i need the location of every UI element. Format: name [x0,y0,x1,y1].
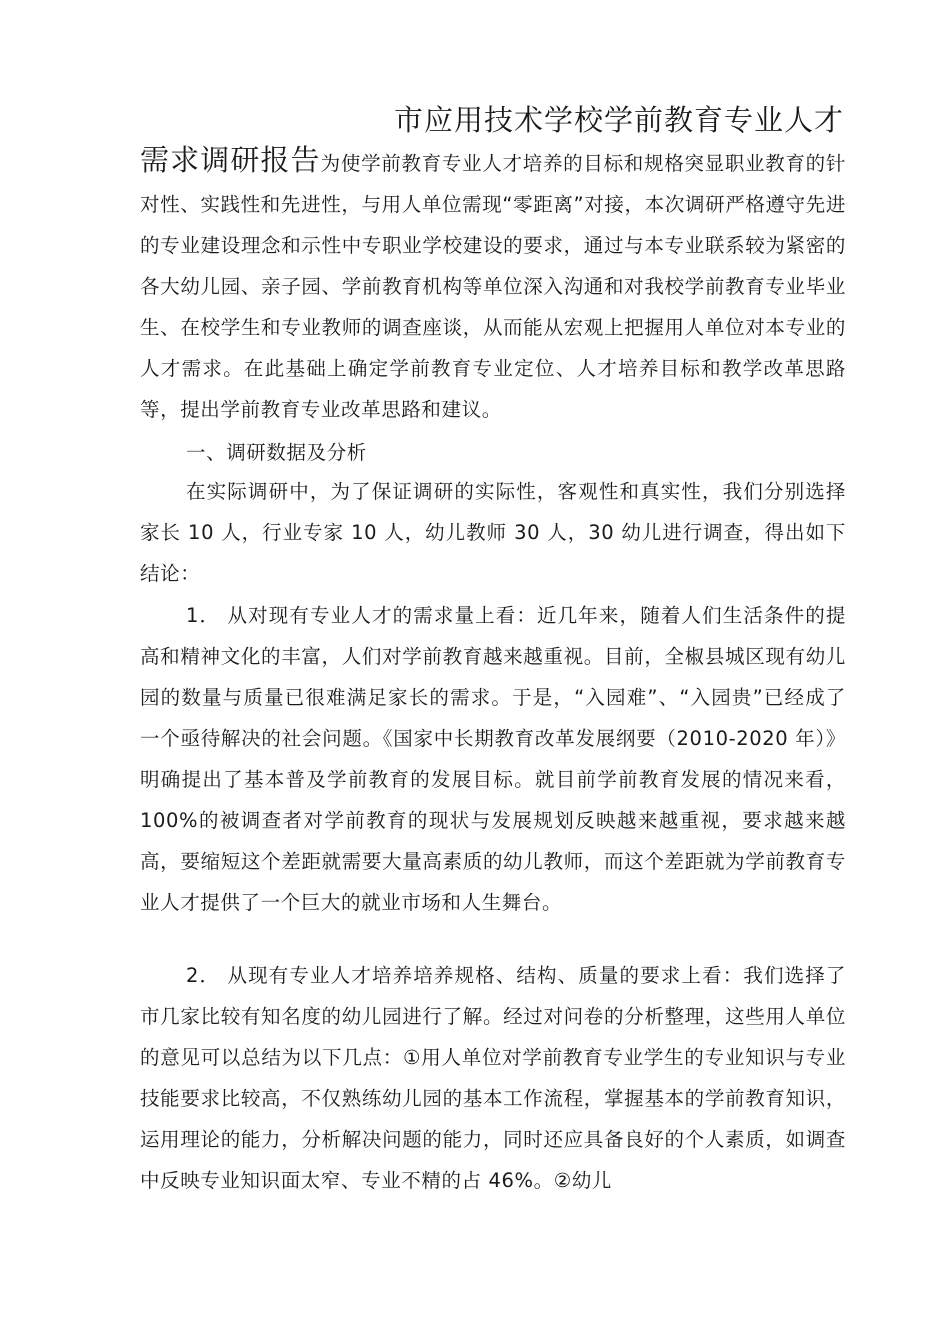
report-title: 市应用技术学校学前教育专业人才 [393,103,844,137]
report-title-continuation: 需求调研报告 [140,143,321,177]
point-2-paragraph: 2． 从现有专业人才培养培养规格、结构、质量的要求上看：我们选择了市几家比较有知名度的幼儿园进行了解。经过对问卷的分析整理，这些用人单位的意见可以总结为以下几点：①用人单位对学前教育专业学生的专业知识与专业技能要求比较高，不仅熟练幼儿园的基本工作流程，掌握基本的学前教育知识，运用理论的能力，分析解决问题的能力，同时还应具备良好的个人素质，如调查中反映专业知识面太窄、专业不精的占 46%。②幼儿 [140,964,846,1192]
section-heading: 一、调研数据及分析 [186,441,367,464]
section-paragraph: 在实际调研中，为了保证调研的实际性，客观性和真实性，我们分别选择家长 10 人，行业专家 10 人，幼儿教师 30 人，30 幼儿进行调查，得出如下结论： [140,480,846,585]
intro-paragraph [140,140,846,430]
intro-text: 为使学前教育专业人才培养的目标和规格突显职业教育的针对性、实践性和先进性，与用人单位需现“零距离”对接，本次调研严格遵守先进的专业建设理念和示性中专职业学校建设的要求，通过与本专业联系较为紧密的各大幼儿园、亲子园、学前教育机构等单位深入沟通和对我校学前教育专业毕业生、在校学生和专业教师的调查座谈，从而能从宏观上把握用人单位对本专业的人才需求。在此基础上确定学前教育专业定位、人才培养目标和教学改革思路等，提出学前教育专业改革思路和建议。 [140,152,846,421]
point-1-paragraph: 1． 从对现有专业人才的需求量上看：近几年来，随着人们生活条件的提高和精神文化的丰富，人们对学前教育越来越重视。目前，全椒县城区现有幼儿园的数量与质量已很难满足家长的需求。于是，“入园难”、“入园贵”已经成了一个亟待解决的社会问题。《国家中长期教育改革发展纲要（2010-2020 年）》明确提出了基本普及学前教育的发展目标。就目前学前教育发展的情况来看，100%的被调查者对学前教育的现状与发展规划反映越来越重视，要求越来越高，要缩短这个差距就需要大量高素质的幼儿教师，而这个差距就为学前教育专业人才提供了一个巨大的就业市场和人生舞台。 [140,604,846,914]
